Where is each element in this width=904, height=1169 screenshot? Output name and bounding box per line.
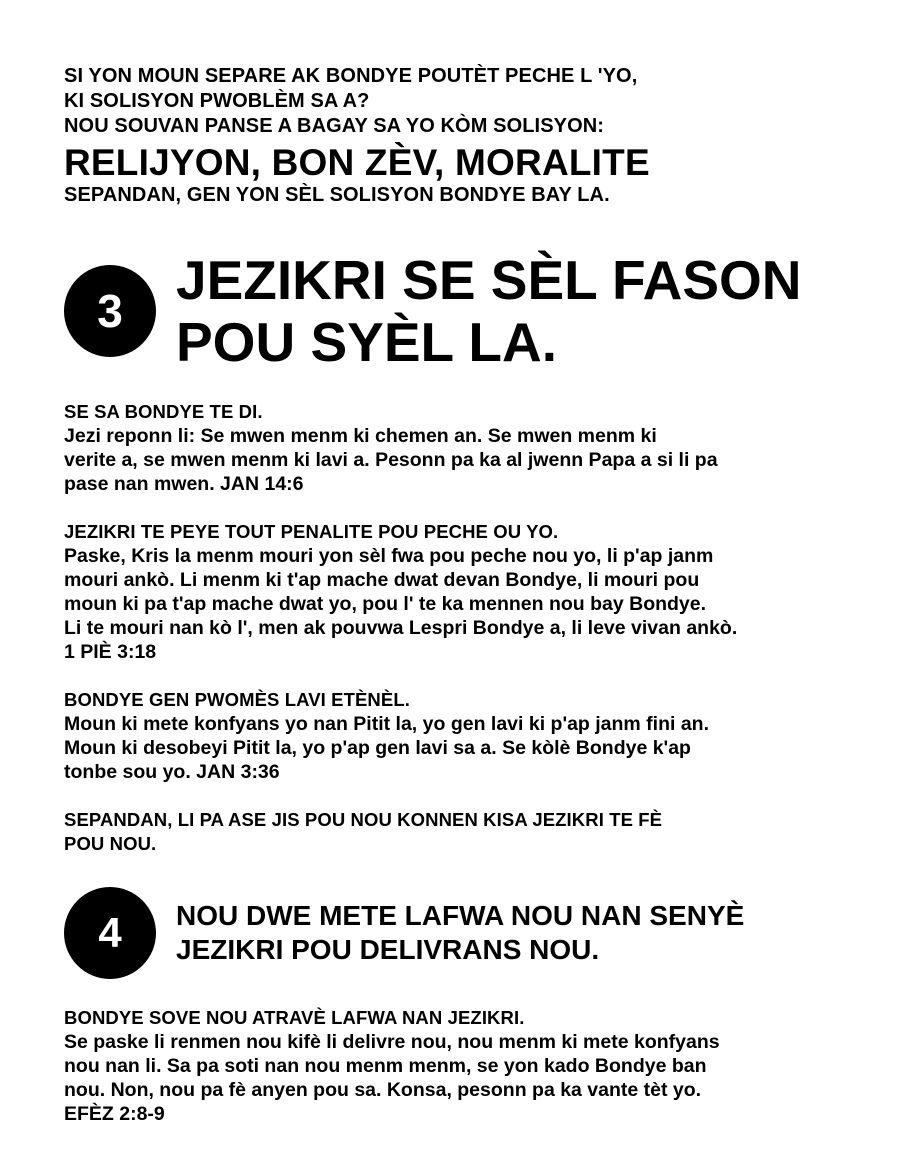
verse-line: pase nan mwen. JAN 14:6: [64, 473, 304, 495]
verse-line: nou. Non, nou pa fè anyen pou sa. Konsa, pesonn pa ka vante tèt yo.: [64, 1079, 702, 1101]
section-3-title-line-1: JEZIKRI SE SÈL FASON: [176, 249, 802, 311]
verse-block-heading: JEZIKRI TE PEYE TOUT PENALITE POU PECHE OU YO.: [64, 521, 559, 542]
intro-section: [64, 64, 854, 208]
section-number-badge: 3: [64, 265, 156, 357]
intro-line-2: KI SOLISYON PWOBLÈM SA A?: [64, 90, 370, 112]
verse-block-heading: BONDYE GEN PWOMÈS LAVI ETÈNÈL.: [64, 689, 410, 710]
verse-block: [64, 400, 854, 496]
verse-line: 1 PIÈ 3:18: [64, 641, 157, 663]
intro-line-3: NOU SOUVAN PANSE A BAGAY SA YO KÒM SOLISYON:: [64, 115, 605, 137]
verse-block-heading: SE SA BONDYE TE DI.: [64, 401, 263, 422]
section-4-title: [176, 899, 744, 967]
verse-line: Moun ki mete konfyans yo nan Pitit la, yo gen lavi ki p'ap janm fini an.: [64, 713, 710, 735]
verse-line: Moun ki desobeyi Pitit la, yo p'ap gen lavi sa a. Se kòlè Bondye k'ap: [64, 737, 691, 759]
verse-block-heading: BONDYE SOVE NOU ATRAVÈ LAFWA NAN JEZIKRI.: [64, 1007, 525, 1028]
verse-line: verite a, se mwen menm ki lavi a. Pesonn pa ka al jwenn Papa a si li pa: [64, 449, 718, 471]
intro-big-heading: RELIJYON, BON ZÈV, MORALITE: [64, 142, 650, 183]
verse-block: [64, 520, 854, 664]
transition-line: SEPANDAN, LI PA ASE JIS POU NOU KONNEN KISA JEZIKRI TE FÈ: [64, 809, 663, 830]
section-3-title: [176, 249, 802, 373]
verse-line: Li te mouri nan kò l', men ak pouvwa Lespri Bondye a, li leve vivan ankò.: [64, 617, 738, 639]
tract-page: [64, 64, 854, 1126]
verse-line: Paske, Kris la menm mouri yon sèl fwa pou peche nou yo, li p'ap janm: [64, 545, 714, 567]
verse-line: Jezi reponn li: Se mwen menm ki chemen an. Se mwen menm ki: [64, 425, 657, 447]
verse-line: EFÈZ 2:8-9: [64, 1103, 165, 1125]
section-4-title-line-2: JEZIKRI POU DELIVRANS NOU.: [176, 934, 600, 965]
transition-block: [64, 808, 854, 856]
verse-block: [64, 688, 854, 784]
verse-line: tonbe sou yo. JAN 3:36: [64, 761, 280, 783]
section-number-badge: 4: [64, 887, 156, 979]
section-4-header: [64, 886, 854, 980]
intro-line-1: SI YON MOUN SEPARE AK BONDYE POUTÈT PECHE L 'YO,: [64, 65, 638, 87]
verse-line: nou nan li. Sa pa soti nan nou menm menm, se yon kado Bondye ban: [64, 1055, 707, 1077]
section-4-title-line-1: NOU DWE METE LAFWA NOU NAN SENYÈ: [176, 900, 745, 931]
verse-line: moun ki pa t'ap mache dwat yo, pou l' te ka mennen nou bay Bondye.: [64, 593, 707, 615]
transition-line: POU NOU.: [64, 833, 157, 854]
section-3-title-line-2: POU SYÈL LA.: [176, 311, 557, 373]
section-3-header: [64, 248, 854, 374]
intro-line-4: SEPANDAN, GEN YON SÈL SOLISYON BONDYE BAY LA.: [64, 184, 610, 206]
verse-line: Se paske li renmen nou kifè li delivre nou, nou menm ki mete konfyans: [64, 1031, 720, 1053]
verse-line: mouri ankò. Li menm ki t'ap mache dwat devan Bondye, li mouri pou: [64, 569, 700, 591]
verse-block: [64, 1006, 854, 1126]
